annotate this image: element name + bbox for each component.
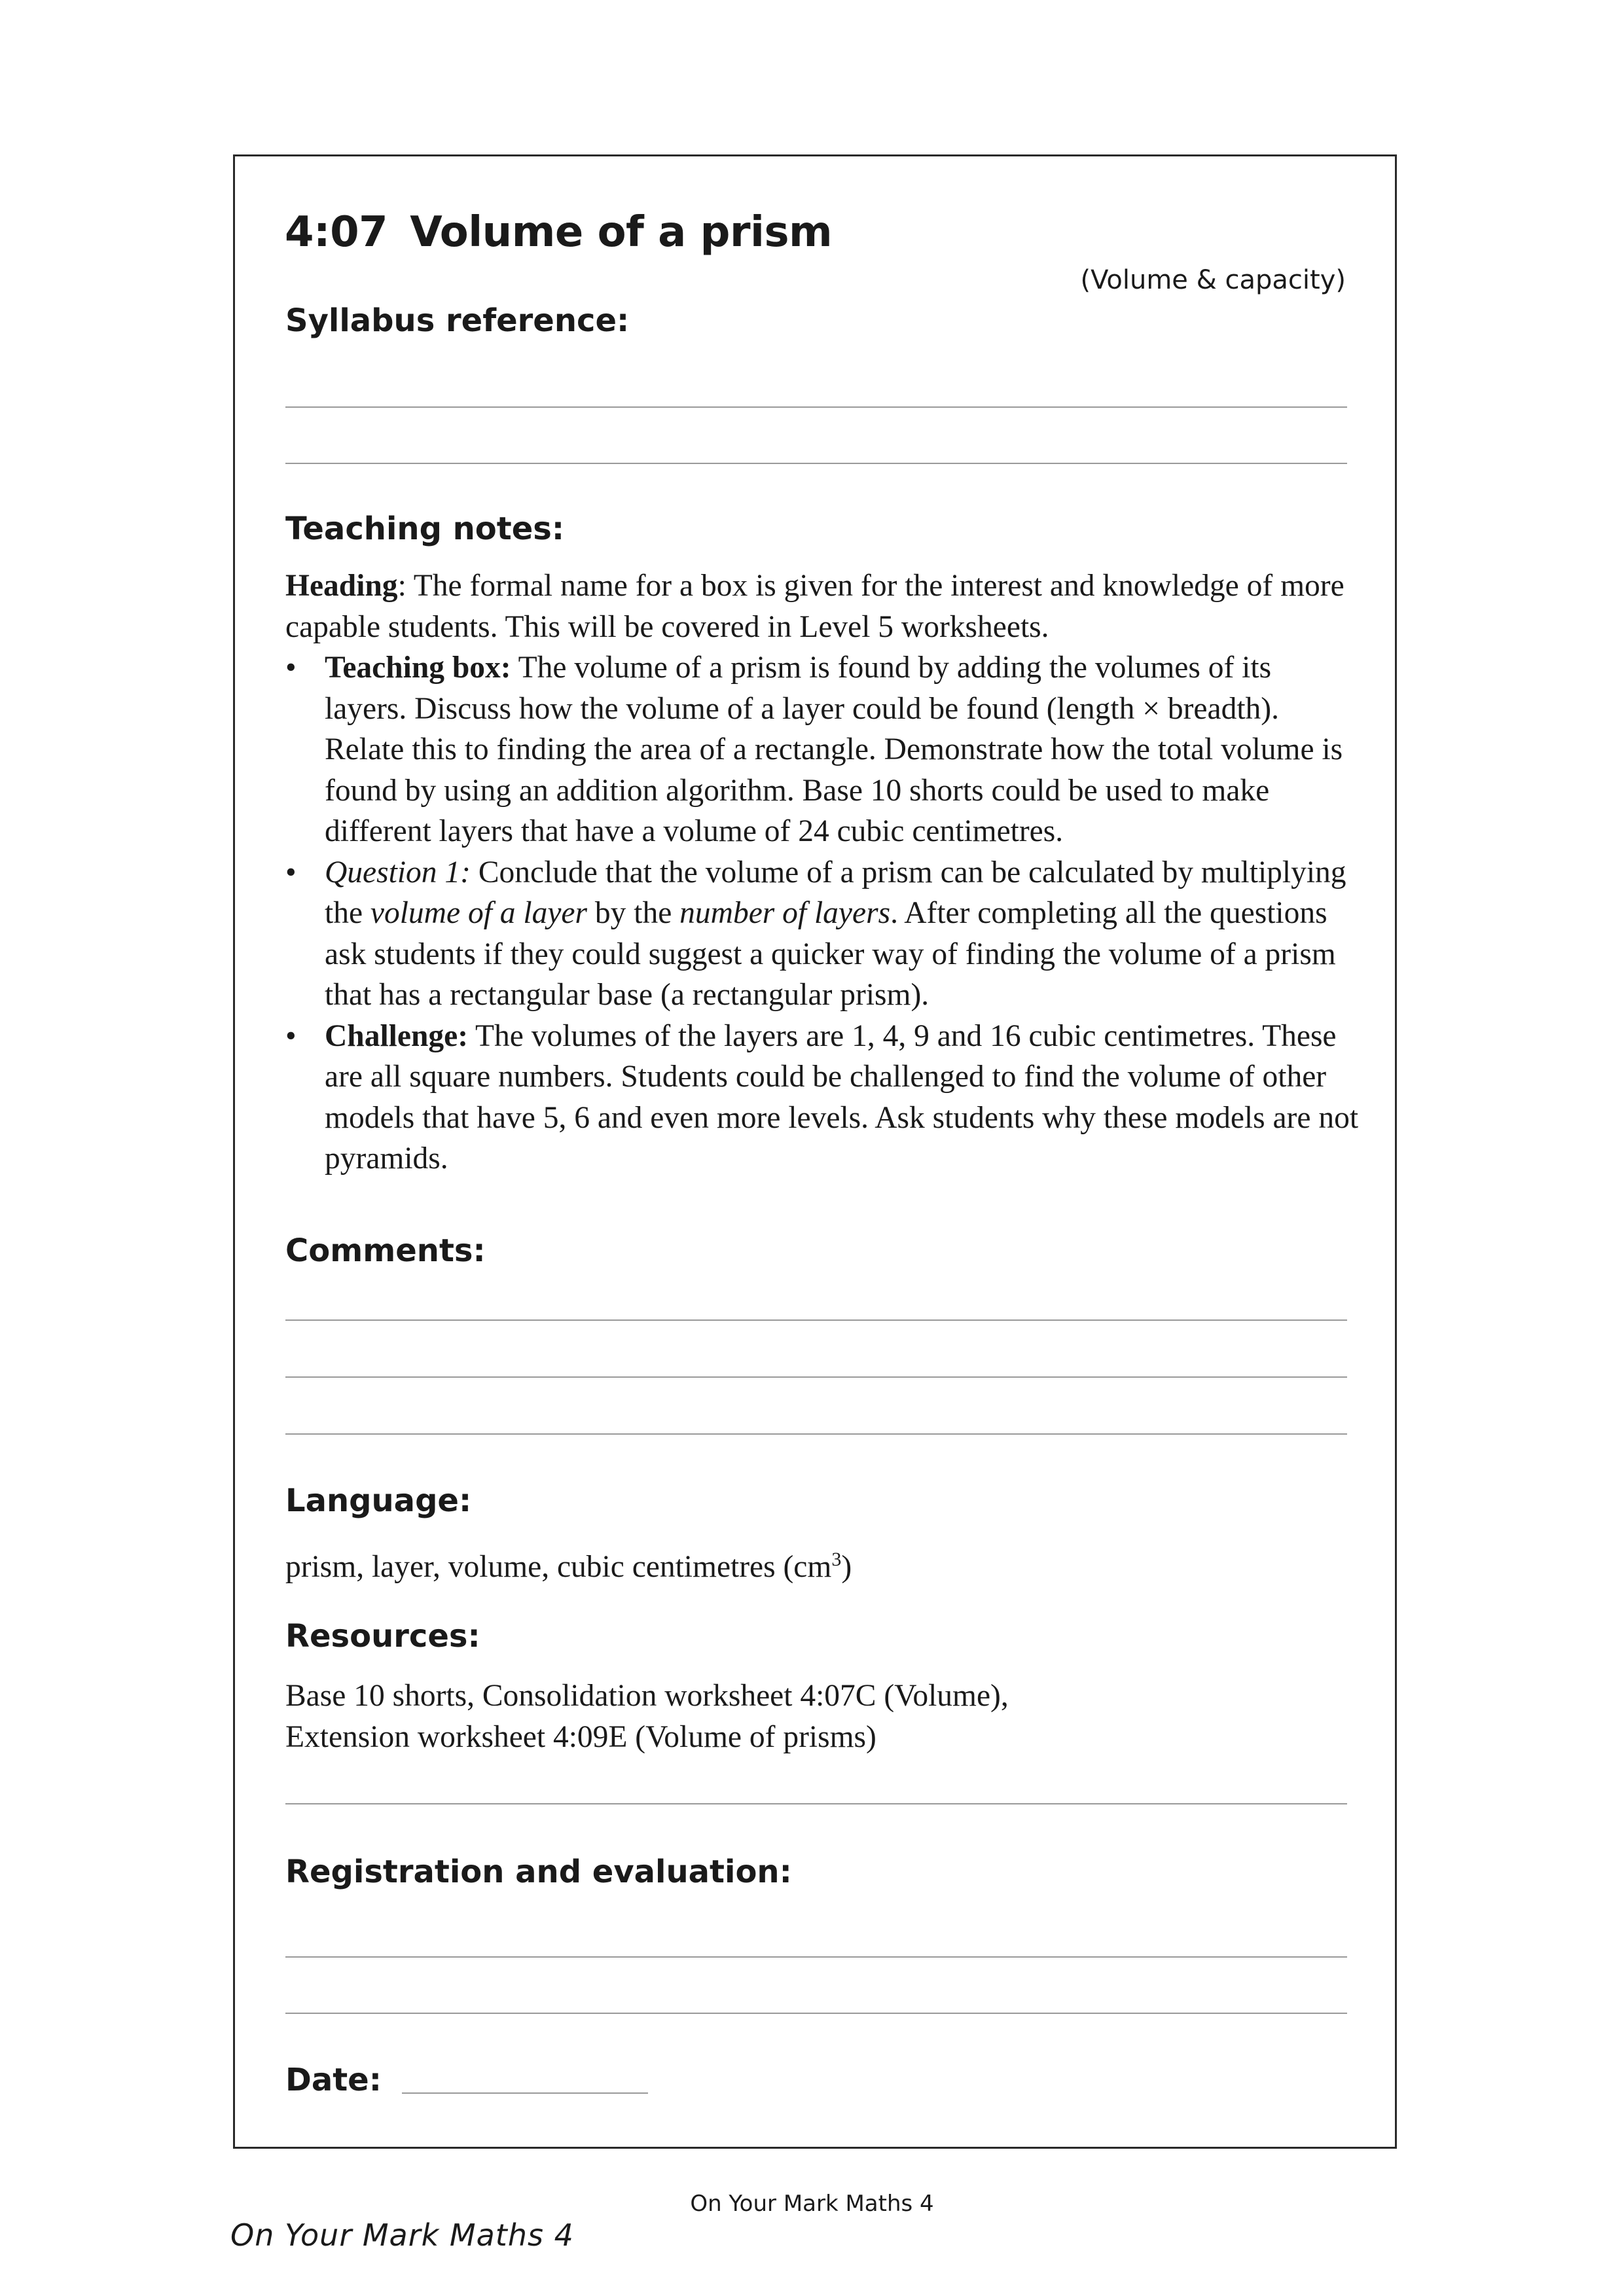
teaching-notes-heading: Teaching notes: — [285, 511, 565, 547]
resources-divider — [285, 1803, 1347, 1804]
date-field-line — [402, 2092, 648, 2094]
notes-intro-text: : The formal name for a box is given for the interest and knowledge of more capable students. This will be covered in Level 5 worksheets. — [285, 569, 1344, 644]
item-italic: volume of a layer — [370, 896, 587, 930]
syllabus-line-1 — [285, 406, 1347, 408]
superscript: 3 — [831, 1549, 842, 1570]
worksheet-number: 4:07 — [285, 208, 388, 257]
bullet-icon: • — [285, 1018, 297, 1053]
resources-line-1: Base 10 shorts, Consolidation worksheet 4:07C (Volume), — [285, 1679, 1009, 1713]
list-item — [285, 1016, 1359, 1179]
registration-line-2 — [285, 2013, 1347, 2014]
item-text: The volumes of the layers are 1, 4, 9 and 16 cubic centimetres. These are all square numbers. Students could be challenged to find the volume of other models that have 5, 6 and even more levels. Ask students why these models are not pyramids. — [325, 1018, 1359, 1175]
footer-left: On Your Mark Maths 4 — [230, 2217, 574, 2253]
bullet-icon: • — [285, 855, 297, 889]
item-text: Conclude that the volume of a prism can be calculated by multiplying the — [325, 855, 1346, 930]
syllabus-line-2 — [285, 463, 1347, 464]
syllabus-heading: Syllabus reference: — [285, 302, 630, 339]
item-text: The volume of a prism is found by adding the volumes of its layers. Discuss how the volume of a layer could be found (length × breadth). Relate this to finding the area of a rectangle. Demonstrate how the total volume is found by using an addition algorithm. Base 10 shorts could be used to make different layers that have a volume of 24 cubic centimetres. — [325, 651, 1343, 848]
language-text — [285, 1539, 852, 1587]
comments-line-3 — [285, 1433, 1347, 1435]
resources-line-2: Extension worksheet 4:09E (Volume of prisms) — [285, 1719, 876, 1754]
item-bold: Teaching box: — [325, 651, 511, 685]
language-close: ) — [841, 1549, 852, 1584]
language-heading: Language: — [285, 1482, 472, 1519]
teaching-notes-body — [285, 565, 1359, 1179]
notes-list — [285, 647, 1359, 1179]
notes-intro — [285, 565, 1359, 647]
comments-line-2 — [285, 1376, 1347, 1378]
comments-line-1 — [285, 1319, 1347, 1321]
strand-label: (Volume & capacity) — [1080, 265, 1346, 295]
item-text: . After completing all the questions ask students if they could suggest a quicker way of finding the volume of a prism that has a rectangular base (a rectangular prism). — [325, 896, 1336, 1012]
page-title — [285, 208, 832, 257]
worksheet-title: Volume of a prism — [410, 208, 833, 257]
list-item — [285, 852, 1359, 1016]
item-italic: number of layers — [679, 896, 891, 930]
resources-text — [285, 1676, 1009, 1757]
language-words: prism, layer, volume, cubic centimetres (cm — [285, 1549, 832, 1584]
notes-intro-bold: Heading — [285, 569, 398, 603]
list-item — [285, 647, 1359, 852]
item-italic: Question 1: — [325, 855, 471, 889]
bullet-icon: • — [285, 651, 297, 685]
date-label: Date: — [285, 2062, 382, 2098]
item-text: by the — [587, 896, 680, 930]
footer-center: On Your Mark Maths 4 — [690, 2191, 934, 2217]
item-bold: Challenge: — [325, 1018, 469, 1053]
registration-line-1 — [285, 1956, 1347, 1958]
registration-heading: Registration and evaluation: — [285, 1854, 792, 1890]
resources-heading: Resources: — [285, 1618, 480, 1655]
comments-heading: Comments: — [285, 1232, 486, 1269]
